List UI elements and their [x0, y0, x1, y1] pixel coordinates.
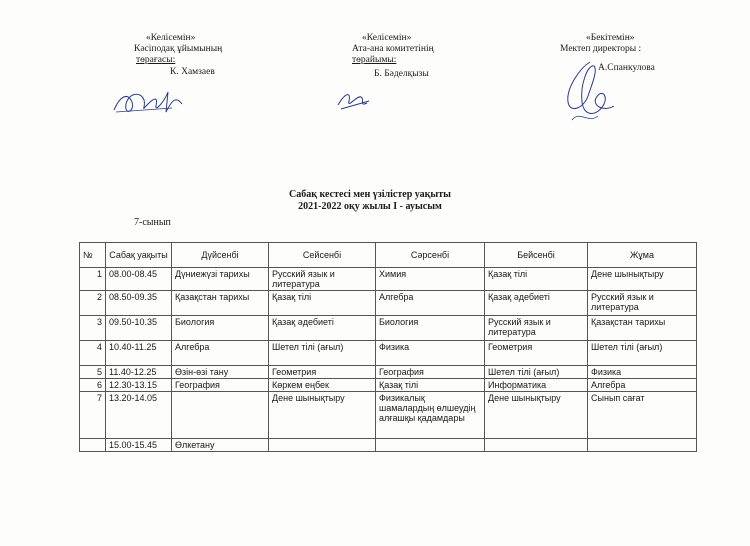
cell-thursday — [485, 439, 588, 452]
cell-tuesday: Шетел тілі (ағыл) — [269, 341, 376, 366]
lesson-time: 08.00-08.45 — [106, 268, 172, 291]
table-row — [80, 316, 697, 341]
cell-thursday: Қазақ әдебиеті — [485, 291, 588, 316]
cell-monday: Дүниежүзі тарихы — [172, 268, 269, 291]
cell-thursday: Русский язык и литература — [485, 316, 588, 341]
lesson-time: 15.00-15.45 — [106, 439, 172, 452]
col-header-monday: Дүйсенбі — [172, 243, 269, 268]
lesson-number: 1 — [80, 268, 106, 291]
lesson-time: 10.40-11.25 — [106, 341, 172, 366]
approval-signer: Б. Бәделқызы — [374, 69, 429, 79]
cell-wednesday — [376, 439, 485, 452]
cell-thursday: Дене шынықтыру — [485, 392, 588, 439]
header-row — [80, 243, 697, 268]
cell-monday — [172, 392, 269, 439]
cell-thursday: Қазақ тілі — [485, 268, 588, 291]
cell-monday: Биология — [172, 316, 269, 341]
cell-tuesday: Русский язык и литература — [269, 268, 376, 291]
cell-tuesday: Дене шынықтыру — [269, 392, 376, 439]
cell-thursday: Информатика — [485, 379, 588, 392]
lesson-time: 12.30-13.15 — [106, 379, 172, 392]
approval-block-union — [122, 33, 282, 78]
approval-signer: А.Спанкулова — [598, 63, 655, 73]
table-row — [80, 439, 697, 452]
col-header-tuesday: Сейсенбі — [269, 243, 376, 268]
cell-friday: Русский язык и литература — [588, 291, 697, 316]
cell-wednesday: Қазақ тілі — [376, 379, 485, 392]
cell-wednesday: Физика — [376, 341, 485, 366]
schedule-table — [79, 242, 697, 452]
cell-monday: Қазақстан тарихы — [172, 291, 269, 316]
lesson-number — [80, 439, 106, 452]
cell-friday: Дене шынықтыру — [588, 268, 697, 291]
document-title: Сабақ кестесі мен үзілістер уақыты — [289, 189, 451, 200]
cell-monday: Өлкетану — [172, 439, 269, 452]
cell-wednesday: География — [376, 366, 485, 379]
col-header-thursday: Бейсенбі — [485, 243, 588, 268]
cell-tuesday: Геометрия — [269, 366, 376, 379]
approval-heading: «Бекітемін» — [586, 33, 635, 43]
approval-heading: «Келісемін» — [146, 33, 196, 43]
cell-thursday: Геометрия — [485, 341, 588, 366]
cell-tuesday: Көркем еңбек — [269, 379, 376, 392]
lesson-time: 08.50-09.35 — [106, 291, 172, 316]
col-header-number: № — [80, 243, 106, 268]
cell-monday: География — [172, 379, 269, 392]
approval-org: Кәсіподақ ұйымының — [134, 44, 223, 54]
approval-block-parents — [332, 33, 502, 80]
approval-org: Ата-ана комитетінің — [352, 44, 434, 54]
cell-thursday: Шетел тілі (ағыл) — [485, 366, 588, 379]
lesson-number: 4 — [80, 341, 106, 366]
col-header-friday: Жұма — [588, 243, 697, 268]
lesson-number: 5 — [80, 366, 106, 379]
approval-role: төрайымы: — [352, 55, 397, 65]
cell-tuesday: Қазақ тілі — [269, 291, 376, 316]
table-row — [80, 379, 697, 392]
cell-wednesday: Физикалық шамалардың өлшеудің алғашқы қадамдары — [376, 392, 485, 439]
class-label: 7-сынып — [134, 217, 171, 228]
signature-parents — [335, 87, 375, 113]
cell-friday: Шетел тілі (ағыл) — [588, 341, 697, 366]
lesson-number: 6 — [80, 379, 106, 392]
approval-role: Мектеп директоры : — [560, 44, 642, 54]
signature-director — [558, 58, 618, 130]
cell-friday — [588, 439, 697, 452]
cell-monday: Алгебра — [172, 341, 269, 366]
lesson-number: 3 — [80, 316, 106, 341]
approval-signer: К. Хамзаев — [170, 67, 215, 77]
cell-wednesday: Химия — [376, 268, 485, 291]
cell-friday: Физика — [588, 366, 697, 379]
academic-year: 2021-2022 оқу жылы І - ауысым — [298, 201, 442, 212]
cell-friday: Алгебра — [588, 379, 697, 392]
lesson-time: 11.40-12.25 — [106, 366, 172, 379]
cell-monday: Өзін-өзі тану — [172, 366, 269, 379]
cell-friday: Сынып сағат — [588, 392, 697, 439]
table-row — [80, 341, 697, 366]
cell-friday: Қазақстан тарихы — [588, 316, 697, 341]
cell-tuesday — [269, 439, 376, 452]
approval-role: төрағасы: — [136, 55, 176, 65]
cell-tuesday: Қазақ әдебиеті — [269, 316, 376, 341]
lesson-number: 2 — [80, 291, 106, 316]
approval-heading: «Келісемін» — [362, 33, 412, 43]
table-row — [80, 291, 697, 316]
cell-wednesday: Биология — [376, 316, 485, 341]
table-row — [80, 392, 697, 439]
lesson-time: 09.50-10.35 — [106, 316, 172, 341]
cell-wednesday: Алгебра — [376, 291, 485, 316]
table-row — [80, 268, 697, 291]
lesson-number: 7 — [80, 392, 106, 439]
table-row — [80, 366, 697, 379]
col-header-time: Сабақ уақыты — [106, 243, 172, 268]
signature-union — [110, 82, 190, 122]
col-header-wednesday: Сәрсенбі — [376, 243, 485, 268]
lesson-time: 13.20-14.05 — [106, 392, 172, 439]
